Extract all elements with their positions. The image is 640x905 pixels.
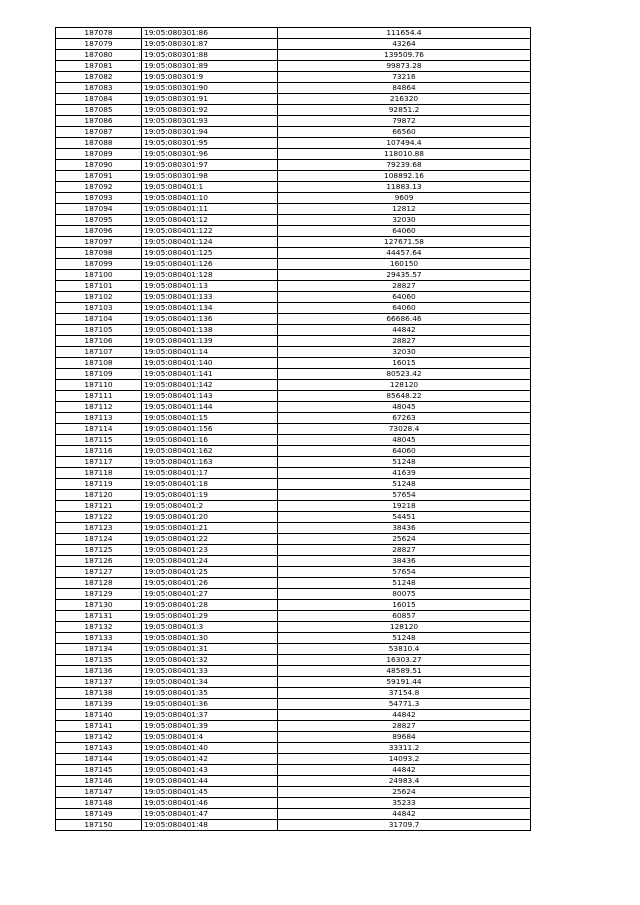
cadastral-number-cell: 19:05:080401:156 <box>142 424 278 435</box>
row-number-cell: 187080 <box>56 50 142 61</box>
table-row <box>56 578 531 589</box>
row-number-cell: 187101 <box>56 281 142 292</box>
cadastral-number-cell: 19:05:080401:33 <box>142 666 278 677</box>
table-row <box>56 644 531 655</box>
value-cell: 53810.4 <box>278 644 531 655</box>
row-number-cell: 187121 <box>56 501 142 512</box>
value-cell: 28827 <box>278 281 531 292</box>
table-row <box>56 809 531 820</box>
value-cell: 16015 <box>278 358 531 369</box>
row-number-cell: 187094 <box>56 204 142 215</box>
cadastral-number-cell: 19:05:080401:3 <box>142 622 278 633</box>
table-row <box>56 611 531 622</box>
table-row <box>56 347 531 358</box>
value-cell: 19218 <box>278 501 531 512</box>
table-row <box>56 413 531 424</box>
value-cell: 44457.64 <box>278 248 531 259</box>
cadastral-number-cell: 19:05:080401:126 <box>142 259 278 270</box>
row-number-cell: 187123 <box>56 523 142 534</box>
cadastral-number-cell: 19:05:080401:144 <box>142 402 278 413</box>
row-number-cell: 187102 <box>56 292 142 303</box>
row-number-cell: 187110 <box>56 380 142 391</box>
table-row <box>56 754 531 765</box>
cadastral-number-cell: 19:05:080401:27 <box>142 589 278 600</box>
row-number-cell: 187082 <box>56 72 142 83</box>
value-cell: 216320 <box>278 94 531 105</box>
value-cell: 67263 <box>278 413 531 424</box>
table-row <box>56 490 531 501</box>
value-cell: 37154.8 <box>278 688 531 699</box>
cadastral-number-cell: 19:05:080401:23 <box>142 545 278 556</box>
cadastral-number-cell: 19:05:080401:44 <box>142 776 278 787</box>
row-number-cell: 187116 <box>56 446 142 457</box>
cadastral-number-cell: 19:05:080301:94 <box>142 127 278 138</box>
row-number-cell: 187079 <box>56 39 142 50</box>
cadastral-number-cell: 19:05:080401:140 <box>142 358 278 369</box>
cadastral-number-cell: 19:05:080301:97 <box>142 160 278 171</box>
cadastral-number-cell: 19:05:080401:30 <box>142 633 278 644</box>
table-row <box>56 369 531 380</box>
table-row <box>56 600 531 611</box>
value-cell: 16303.27 <box>278 655 531 666</box>
table-row <box>56 28 531 39</box>
cadastral-number-cell: 19:05:080401:11 <box>142 204 278 215</box>
cadastral-number-cell: 19:05:080401:143 <box>142 391 278 402</box>
value-cell: 64060 <box>278 226 531 237</box>
row-number-cell: 187106 <box>56 336 142 347</box>
row-number-cell: 187085 <box>56 105 142 116</box>
cadastral-number-cell: 19:05:080401:31 <box>142 644 278 655</box>
cadastral-number-cell: 19:05:080401:26 <box>142 578 278 589</box>
table-row <box>56 160 531 171</box>
cadastral-number-cell: 19:05:080401:128 <box>142 270 278 281</box>
row-number-cell: 187111 <box>56 391 142 402</box>
table-row <box>56 655 531 666</box>
cadastral-number-cell: 19:05:080401:35 <box>142 688 278 699</box>
value-cell: 89684 <box>278 732 531 743</box>
value-cell: 51248 <box>278 457 531 468</box>
row-number-cell: 187088 <box>56 138 142 149</box>
value-cell: 28827 <box>278 545 531 556</box>
table-row <box>56 259 531 270</box>
table-row <box>56 50 531 61</box>
cadastral-number-cell: 19:05:080401:124 <box>142 237 278 248</box>
cadastral-number-cell: 19:05:080401:162 <box>142 446 278 457</box>
table-row <box>56 589 531 600</box>
row-number-cell: 187132 <box>56 622 142 633</box>
cadastral-number-cell: 19:05:080401:40 <box>142 743 278 754</box>
cadastral-number-cell: 19:05:080401:136 <box>142 314 278 325</box>
value-cell: 12812 <box>278 204 531 215</box>
row-number-cell: 187095 <box>56 215 142 226</box>
table-row <box>56 457 531 468</box>
row-number-cell: 187142 <box>56 732 142 743</box>
value-cell: 80523.42 <box>278 369 531 380</box>
table-row <box>56 688 531 699</box>
cadastral-number-cell: 19:05:080401:42 <box>142 754 278 765</box>
value-cell: 24983.4 <box>278 776 531 787</box>
cadastral-number-cell: 19:05:080401:25 <box>142 567 278 578</box>
row-number-cell: 187087 <box>56 127 142 138</box>
value-cell: 139509.76 <box>278 50 531 61</box>
cadastral-number-cell: 19:05:080401:122 <box>142 226 278 237</box>
row-number-cell: 187137 <box>56 677 142 688</box>
cadastral-number-cell: 19:05:080401:24 <box>142 556 278 567</box>
row-number-cell: 187086 <box>56 116 142 127</box>
value-cell: 79872 <box>278 116 531 127</box>
row-number-cell: 187144 <box>56 754 142 765</box>
table-row <box>56 248 531 259</box>
value-cell: 54771.3 <box>278 699 531 710</box>
value-cell: 44842 <box>278 765 531 776</box>
value-cell: 9609 <box>278 193 531 204</box>
value-cell: 35233 <box>278 798 531 809</box>
row-number-cell: 187140 <box>56 710 142 721</box>
row-number-cell: 187128 <box>56 578 142 589</box>
row-number-cell: 187112 <box>56 402 142 413</box>
table-row <box>56 479 531 490</box>
value-cell: 80075 <box>278 589 531 600</box>
row-number-cell: 187120 <box>56 490 142 501</box>
table-row <box>56 699 531 710</box>
row-number-cell: 187078 <box>56 28 142 39</box>
table-row <box>56 215 531 226</box>
table-row <box>56 743 531 754</box>
value-cell: 85648.22 <box>278 391 531 402</box>
row-number-cell: 187127 <box>56 567 142 578</box>
value-cell: 38436 <box>278 523 531 534</box>
table-row <box>56 633 531 644</box>
value-cell: 84864 <box>278 83 531 94</box>
value-cell: 32030 <box>278 347 531 358</box>
value-cell: 73216 <box>278 72 531 83</box>
table-row <box>56 303 531 314</box>
row-number-cell: 187108 <box>56 358 142 369</box>
value-cell: 29435.57 <box>278 270 531 281</box>
table-row <box>56 138 531 149</box>
value-cell: 54451 <box>278 512 531 523</box>
document-page <box>55 27 531 831</box>
table-row <box>56 292 531 303</box>
cadastral-number-cell: 19:05:080401:17 <box>142 468 278 479</box>
value-cell: 38436 <box>278 556 531 567</box>
row-number-cell: 187105 <box>56 325 142 336</box>
table-row <box>56 501 531 512</box>
table-row <box>56 677 531 688</box>
row-number-cell: 187122 <box>56 512 142 523</box>
value-cell: 43264 <box>278 39 531 50</box>
cadastral-number-cell: 19:05:080301:9 <box>142 72 278 83</box>
row-number-cell: 187147 <box>56 787 142 798</box>
cadastral-number-cell: 19:05:080401:133 <box>142 292 278 303</box>
table-row <box>56 534 531 545</box>
row-number-cell: 187117 <box>56 457 142 468</box>
table-row <box>56 446 531 457</box>
value-cell: 118010.88 <box>278 149 531 160</box>
value-cell: 79239.68 <box>278 160 531 171</box>
row-number-cell: 187136 <box>56 666 142 677</box>
table-row <box>56 776 531 787</box>
row-number-cell: 187109 <box>56 369 142 380</box>
table-row <box>56 237 531 248</box>
table-row <box>56 149 531 160</box>
table-row <box>56 820 531 831</box>
cadastral-number-cell: 19:05:080401:21 <box>142 523 278 534</box>
table-row <box>56 435 531 446</box>
row-number-cell: 187143 <box>56 743 142 754</box>
cadastral-number-cell: 19:05:080401:28 <box>142 600 278 611</box>
cadastral-number-cell: 19:05:080301:87 <box>142 39 278 50</box>
value-cell: 44842 <box>278 809 531 820</box>
table-row <box>56 270 531 281</box>
table-row <box>56 622 531 633</box>
value-cell: 66686.46 <box>278 314 531 325</box>
table-row <box>56 39 531 50</box>
row-number-cell: 187081 <box>56 61 142 72</box>
table-row <box>56 61 531 72</box>
value-cell: 73028.4 <box>278 424 531 435</box>
cadastral-number-cell: 19:05:080401:16 <box>142 435 278 446</box>
table-row <box>56 171 531 182</box>
row-number-cell: 187148 <box>56 798 142 809</box>
cadastral-value-table <box>55 27 531 831</box>
row-number-cell: 187133 <box>56 633 142 644</box>
value-cell: 14093.2 <box>278 754 531 765</box>
cadastral-number-cell: 19:05:080401:39 <box>142 721 278 732</box>
cadastral-number-cell: 19:05:080401:37 <box>142 710 278 721</box>
cadastral-number-cell: 19:05:080301:93 <box>142 116 278 127</box>
table-body <box>56 28 531 831</box>
value-cell: 128120 <box>278 622 531 633</box>
row-number-cell: 187083 <box>56 83 142 94</box>
table-row <box>56 721 531 732</box>
table-row <box>56 424 531 435</box>
table-row <box>56 567 531 578</box>
table-row <box>56 710 531 721</box>
cadastral-number-cell: 19:05:080401:47 <box>142 809 278 820</box>
row-number-cell: 187089 <box>56 149 142 160</box>
table-row <box>56 545 531 556</box>
table-row <box>56 325 531 336</box>
value-cell: 32030 <box>278 215 531 226</box>
value-cell: 25624 <box>278 534 531 545</box>
row-number-cell: 187138 <box>56 688 142 699</box>
value-cell: 160150 <box>278 259 531 270</box>
table-row <box>56 72 531 83</box>
value-cell: 64060 <box>278 446 531 457</box>
table-row <box>56 512 531 523</box>
row-number-cell: 187141 <box>56 721 142 732</box>
table-row <box>56 380 531 391</box>
value-cell: 41639 <box>278 468 531 479</box>
cadastral-number-cell: 19:05:080401:19 <box>142 490 278 501</box>
cadastral-number-cell: 19:05:080401:14 <box>142 347 278 358</box>
value-cell: 11883.13 <box>278 182 531 193</box>
cadastral-number-cell: 19:05:080301:88 <box>142 50 278 61</box>
table-row <box>56 523 531 534</box>
row-number-cell: 187090 <box>56 160 142 171</box>
value-cell: 48045 <box>278 435 531 446</box>
table-row <box>56 358 531 369</box>
table-row <box>56 204 531 215</box>
value-cell: 64060 <box>278 292 531 303</box>
cadastral-number-cell: 19:05:080401:46 <box>142 798 278 809</box>
row-number-cell: 187119 <box>56 479 142 490</box>
value-cell: 66560 <box>278 127 531 138</box>
row-number-cell: 187130 <box>56 600 142 611</box>
row-number-cell: 187103 <box>56 303 142 314</box>
row-number-cell: 187150 <box>56 820 142 831</box>
cadastral-number-cell: 19:05:080401:32 <box>142 655 278 666</box>
table-row <box>56 556 531 567</box>
row-number-cell: 187115 <box>56 435 142 446</box>
row-number-cell: 187139 <box>56 699 142 710</box>
cadastral-number-cell: 19:05:080401:48 <box>142 820 278 831</box>
table-row <box>56 314 531 325</box>
table-row <box>56 402 531 413</box>
value-cell: 51248 <box>278 479 531 490</box>
cadastral-number-cell: 19:05:080401:29 <box>142 611 278 622</box>
row-number-cell: 187113 <box>56 413 142 424</box>
cadastral-number-cell: 19:05:080401:134 <box>142 303 278 314</box>
table-row <box>56 787 531 798</box>
row-number-cell: 187093 <box>56 193 142 204</box>
value-cell: 92851.2 <box>278 105 531 116</box>
row-number-cell: 187129 <box>56 589 142 600</box>
cadastral-number-cell: 19:05:080401:4 <box>142 732 278 743</box>
row-number-cell: 187124 <box>56 534 142 545</box>
value-cell: 57654 <box>278 490 531 501</box>
cadastral-number-cell: 19:05:080401:141 <box>142 369 278 380</box>
cadastral-number-cell: 19:05:080401:12 <box>142 215 278 226</box>
cadastral-number-cell: 19:05:080301:89 <box>142 61 278 72</box>
value-cell: 51248 <box>278 578 531 589</box>
value-cell: 107494.4 <box>278 138 531 149</box>
cadastral-number-cell: 19:05:080401:45 <box>142 787 278 798</box>
row-number-cell: 187099 <box>56 259 142 270</box>
cadastral-number-cell: 19:05:080401:2 <box>142 501 278 512</box>
cadastral-number-cell: 19:05:080401:20 <box>142 512 278 523</box>
table-row <box>56 193 531 204</box>
value-cell: 127671.58 <box>278 237 531 248</box>
value-cell: 16015 <box>278 600 531 611</box>
cadastral-number-cell: 19:05:080401:43 <box>142 765 278 776</box>
cadastral-number-cell: 19:05:080301:91 <box>142 94 278 105</box>
value-cell: 31709.7 <box>278 820 531 831</box>
row-number-cell: 187118 <box>56 468 142 479</box>
cadastral-number-cell: 19:05:080301:86 <box>142 28 278 39</box>
row-number-cell: 187146 <box>56 776 142 787</box>
cadastral-number-cell: 19:05:080401:18 <box>142 479 278 490</box>
cadastral-number-cell: 19:05:080301:90 <box>142 83 278 94</box>
row-number-cell: 187104 <box>56 314 142 325</box>
value-cell: 57654 <box>278 567 531 578</box>
table-row <box>56 336 531 347</box>
cadastral-number-cell: 19:05:080301:98 <box>142 171 278 182</box>
row-number-cell: 187107 <box>56 347 142 358</box>
table-row <box>56 281 531 292</box>
row-number-cell: 187134 <box>56 644 142 655</box>
value-cell: 64060 <box>278 303 531 314</box>
cadastral-number-cell: 19:05:080401:138 <box>142 325 278 336</box>
table-row <box>56 83 531 94</box>
row-number-cell: 187114 <box>56 424 142 435</box>
row-number-cell: 187131 <box>56 611 142 622</box>
value-cell: 28827 <box>278 336 531 347</box>
cadastral-number-cell: 19:05:080301:95 <box>142 138 278 149</box>
row-number-cell: 187125 <box>56 545 142 556</box>
table-row <box>56 765 531 776</box>
table-row <box>56 468 531 479</box>
table-row <box>56 127 531 138</box>
cadastral-number-cell: 19:05:080401:34 <box>142 677 278 688</box>
value-cell: 128120 <box>278 380 531 391</box>
row-number-cell: 187084 <box>56 94 142 105</box>
row-number-cell: 187092 <box>56 182 142 193</box>
row-number-cell: 187145 <box>56 765 142 776</box>
table-row <box>56 666 531 677</box>
value-cell: 33311.2 <box>278 743 531 754</box>
value-cell: 99873.28 <box>278 61 531 72</box>
value-cell: 60857 <box>278 611 531 622</box>
cadastral-number-cell: 19:05:080401:22 <box>142 534 278 545</box>
cadastral-number-cell: 19:05:080401:10 <box>142 193 278 204</box>
row-number-cell: 187097 <box>56 237 142 248</box>
value-cell: 28827 <box>278 721 531 732</box>
cadastral-number-cell: 19:05:080401:125 <box>142 248 278 259</box>
cadastral-number-cell: 19:05:080401:1 <box>142 182 278 193</box>
cadastral-number-cell: 19:05:080401:15 <box>142 413 278 424</box>
row-number-cell: 187096 <box>56 226 142 237</box>
cadastral-number-cell: 19:05:080301:96 <box>142 149 278 160</box>
cadastral-number-cell: 19:05:080401:142 <box>142 380 278 391</box>
value-cell: 25624 <box>278 787 531 798</box>
value-cell: 59191.44 <box>278 677 531 688</box>
table-row <box>56 732 531 743</box>
row-number-cell: 187149 <box>56 809 142 820</box>
value-cell: 44842 <box>278 325 531 336</box>
table-row <box>56 391 531 402</box>
table-row <box>56 116 531 127</box>
value-cell: 108892.16 <box>278 171 531 182</box>
row-number-cell: 187126 <box>56 556 142 567</box>
cadastral-number-cell: 19:05:080401:36 <box>142 699 278 710</box>
table-row <box>56 226 531 237</box>
value-cell: 51248 <box>278 633 531 644</box>
table-row <box>56 182 531 193</box>
row-number-cell: 187100 <box>56 270 142 281</box>
table-row <box>56 94 531 105</box>
row-number-cell: 187135 <box>56 655 142 666</box>
cadastral-number-cell: 19:05:080401:139 <box>142 336 278 347</box>
table-row <box>56 105 531 116</box>
row-number-cell: 187091 <box>56 171 142 182</box>
value-cell: 44842 <box>278 710 531 721</box>
cadastral-number-cell: 19:05:080401:163 <box>142 457 278 468</box>
cadastral-number-cell: 19:05:080401:13 <box>142 281 278 292</box>
table-row <box>56 798 531 809</box>
value-cell: 48589.51 <box>278 666 531 677</box>
cadastral-number-cell: 19:05:080301:92 <box>142 105 278 116</box>
value-cell: 48045 <box>278 402 531 413</box>
value-cell: 111654.4 <box>278 28 531 39</box>
row-number-cell: 187098 <box>56 248 142 259</box>
